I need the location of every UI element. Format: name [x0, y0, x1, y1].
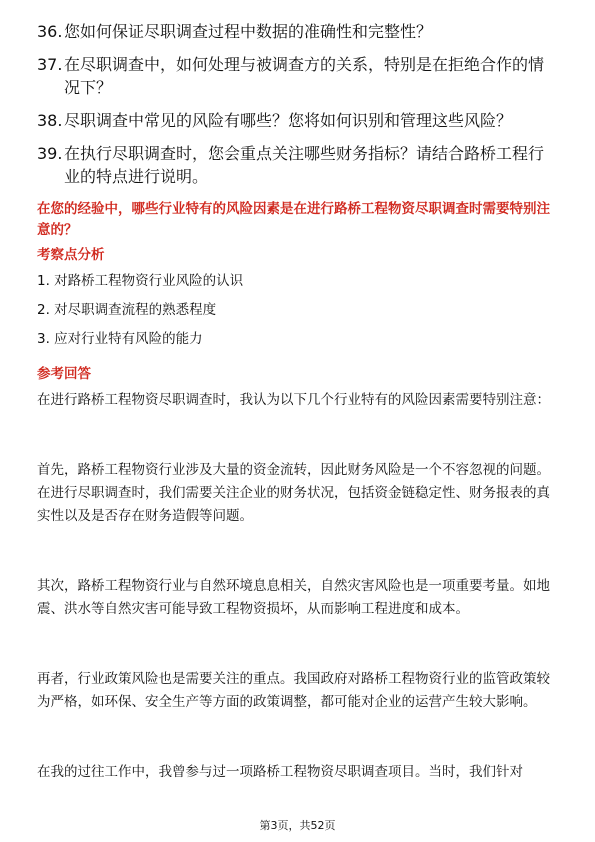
question-text: 在尽职调查中，如何处理与被调查方的关系，特别是在拒绝合作的情况下？ — [64, 55, 545, 97]
question-item — [37, 109, 557, 132]
question-list — [37, 20, 557, 198]
question-text: 在执行尽职调查时，您会重点关注哪些财务指标？请结合路桥工程行业的特点进行说明。 — [64, 144, 545, 186]
answer-heading: 参考回答 — [37, 366, 91, 382]
analysis-item: 2. 对尽职调查流程的熟悉程度 — [37, 302, 217, 318]
analysis-item: 1. 对路桥工程物资行业风险的认识 — [37, 273, 244, 289]
question-item — [37, 53, 557, 99]
analysis-item: 3. 应对行业特有风险的能力 — [37, 331, 203, 347]
answer-paragraph: 再者，行业政策风险也是需要关注的重点。我国政府对路桥工程物资行业的监管政策较为严格，如环保、安全生产等方面的政策调整，都可能对企业的运营产生较大影响。 — [37, 671, 550, 710]
page-footer: 第3页，共52页 — [259, 819, 336, 832]
analysis-heading: 考察点分析 — [37, 247, 105, 263]
analysis-list — [37, 271, 557, 358]
question-number: 36. — [37, 22, 63, 41]
question-item — [37, 20, 557, 43]
question-item — [37, 142, 557, 188]
answer-paragraph: 其次，路桥工程物资行业与自然环境息息相关，自然灾害风险也是一项重要考量。如地震、洪水等自然灾害可能导致工程物资损坏，从而影响工程进度和成本。 — [37, 578, 550, 617]
question-number: 37. — [37, 55, 63, 74]
answer-body — [37, 389, 557, 784]
question-text: 尽职调查中常见的风险有哪些？您将如何识别和管理这些风险？ — [64, 111, 513, 130]
highlight-question: 在您的经验中，哪些行业特有的风险因素是在进行路桥工程物资尽职调查时需要特别注意的？ — [37, 201, 550, 238]
question-text: 您如何保证尽职调查过程中数据的准确性和完整性？ — [64, 22, 433, 41]
question-number: 38. — [37, 111, 63, 130]
answer-paragraph: 在我的过往工作中，我曾参与过一项路桥工程物资尽职调查项目。当时，我们针对 — [37, 764, 523, 780]
answer-paragraph: 在进行路桥工程物资尽职调查时，我认为以下几个行业特有的风险因素需要特别注意： — [37, 392, 550, 408]
question-number: 39. — [37, 144, 63, 163]
answer-paragraph: 首先，路桥工程物资行业涉及大量的资金流转，因此财务风险是一个不容忽视的问题。在进行尽职调查时，我们需要关注企业的财务状况，包括资金链稳定性、财务报表的真实性以及是否存在财务造假等问题。 — [37, 462, 550, 524]
